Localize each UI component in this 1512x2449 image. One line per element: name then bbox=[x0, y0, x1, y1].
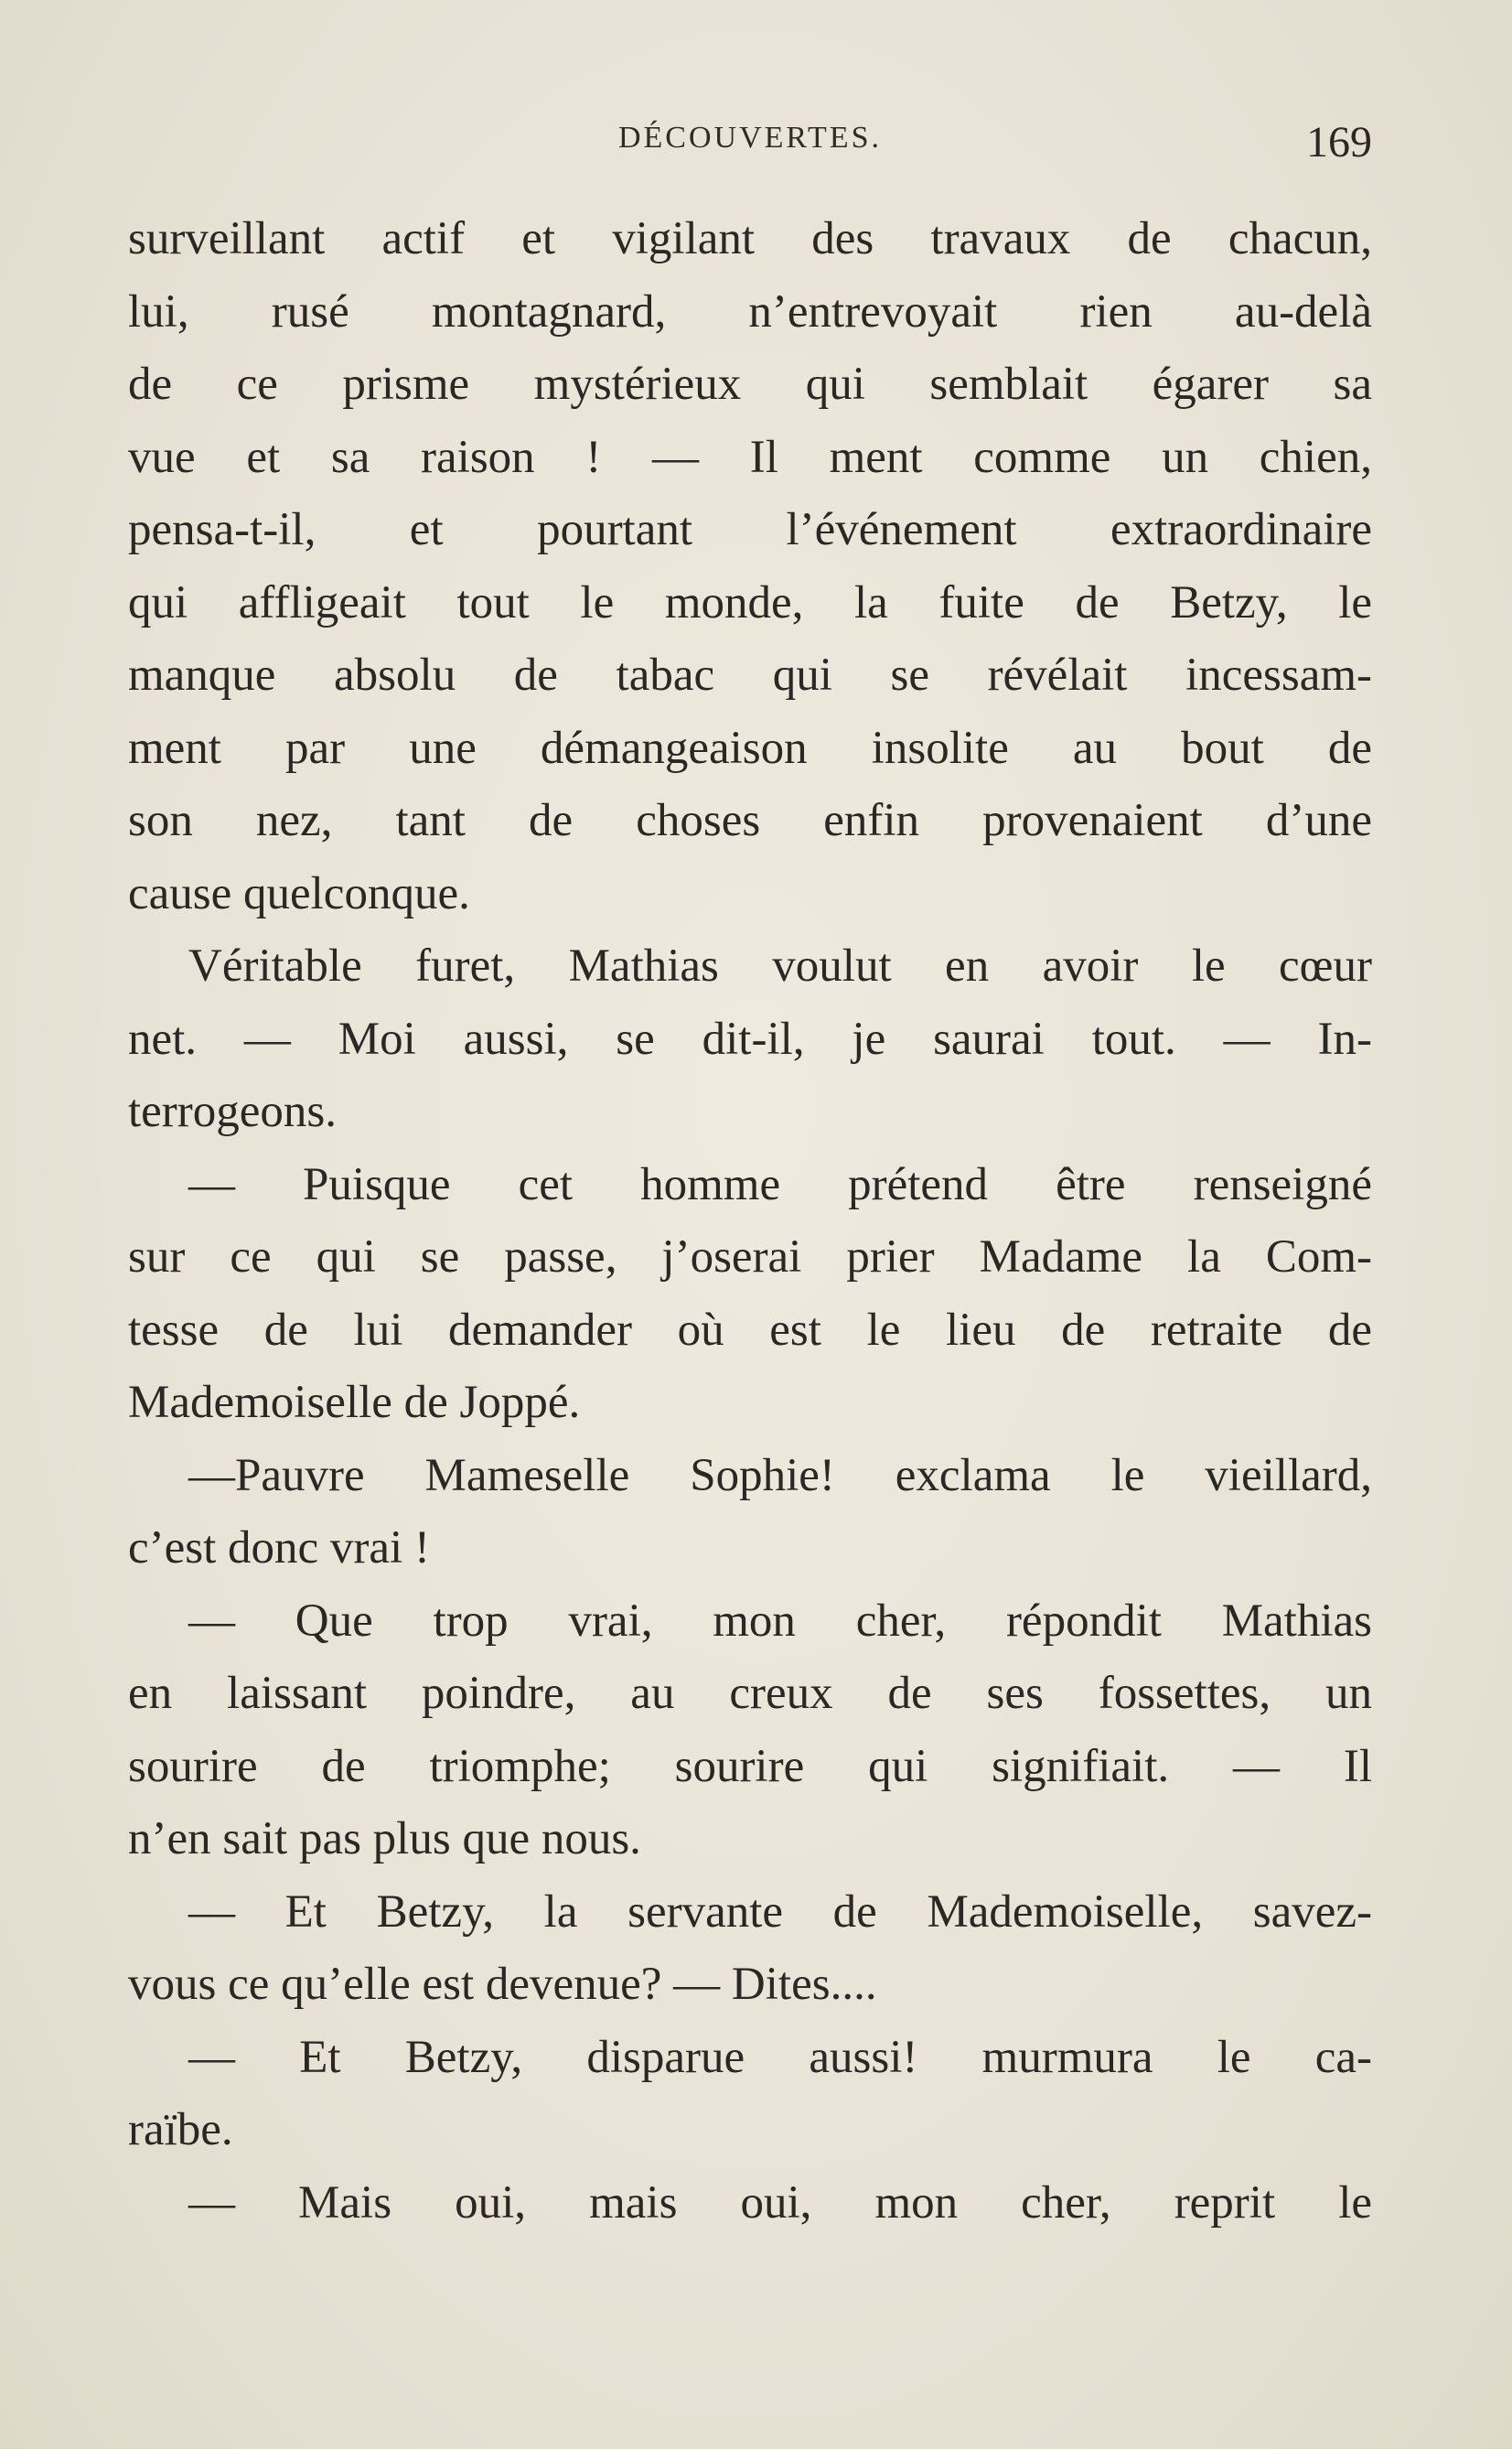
text-line: — Et Betzy, la servante de Mademoiselle, savez- bbox=[188, 1885, 1372, 1938]
text-line: Mademoiselle de Joppé. bbox=[128, 1377, 581, 1428]
text-line: c’est donc vrai ! bbox=[128, 1522, 430, 1574]
text-line: — Puisque cet homme prétend être renseigné bbox=[188, 1158, 1372, 1210]
body-text bbox=[128, 203, 1372, 2240]
text-line: lui, rusé montagnard, n’entrevoyait rien au-delà bbox=[128, 285, 1372, 338]
text-line: — Mais oui, mais oui, mon cher, reprit le bbox=[188, 2176, 1372, 2229]
text-line: tesse de lui demander où est le lieu de retraite de bbox=[128, 1304, 1372, 1356]
text-line: net. — Moi aussi, se dit-il, je saurai tout. — In- bbox=[128, 1013, 1372, 1065]
text-line: cause quelconque. bbox=[128, 867, 470, 919]
text-line: n’en sait pas plus que nous. bbox=[128, 1813, 641, 1864]
text-line: raïbe. bbox=[128, 2104, 233, 2155]
text-line: — Et Betzy, disparue aussi! murmura le ca- bbox=[188, 2031, 1372, 2083]
text-line: —Pauvre Mameselle Sophie! exclama le vieillard, bbox=[188, 1449, 1372, 1501]
text-line: de ce prisme mystérieux qui semblait égarer sa bbox=[128, 359, 1372, 410]
running-head bbox=[128, 117, 1372, 172]
text-line: terrogeons. bbox=[128, 1086, 338, 1137]
text-line: sourire de triomphe; sourire qui signifiait. — Il bbox=[128, 1740, 1372, 1792]
text-line: en laissant poindre, au creux de ses fossettes, un bbox=[128, 1668, 1372, 1719]
text-line: son nez, tant de choses enfin provenaient d’une bbox=[128, 795, 1372, 846]
text-line: pensa-t-il, et pourtant l’événement extraordinaire bbox=[128, 504, 1372, 555]
text-line: vous ce qu’elle est devenue? — Dites.... bbox=[128, 1959, 877, 2010]
text-line: surveillant actif et vigilant des travaux de chacun, bbox=[128, 213, 1372, 264]
chapter-title: DÉCOUVERTES. bbox=[617, 121, 882, 155]
text-line: manque absolu de tabac qui se révélait incessam- bbox=[128, 650, 1372, 701]
text-line: qui affligeait tout le monde, la fuite de Betzy, le bbox=[128, 576, 1372, 628]
text-line: sur ce qui se passe, j’oserai prier Madame la Com- bbox=[128, 1231, 1372, 1283]
text-line: vue et sa raison ! — Il ment comme un chien, bbox=[128, 431, 1372, 483]
text-line: — Que trop vrai, mon cher, répondit Mathias bbox=[188, 1595, 1372, 1647]
page-number: 169 bbox=[1306, 118, 1372, 166]
text-line: ment par une démangeaison insolite au bout de bbox=[128, 722, 1372, 774]
text-line: Véritable furet, Mathias voulut en avoir le cœur bbox=[188, 940, 1372, 992]
